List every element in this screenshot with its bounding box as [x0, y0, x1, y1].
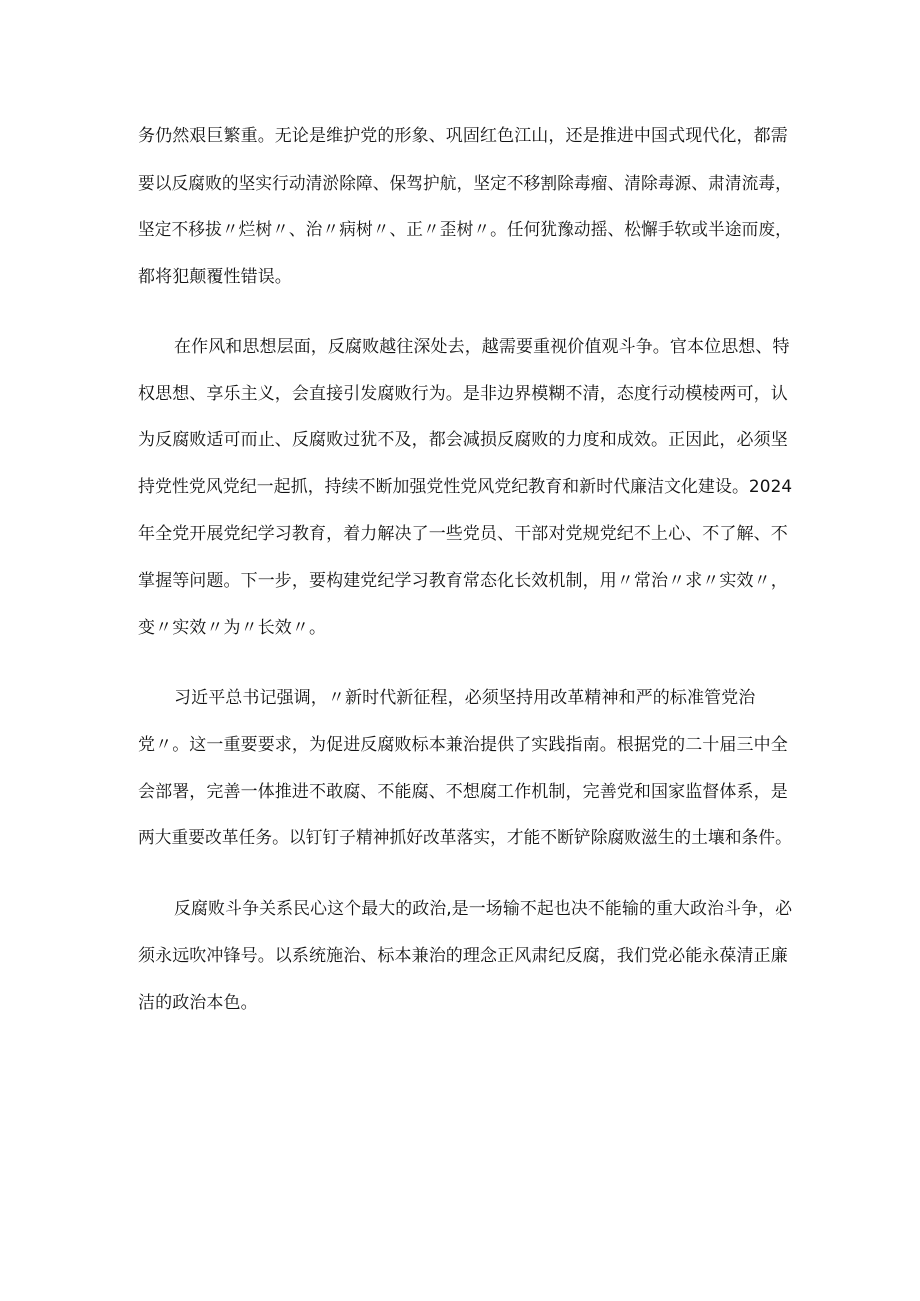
paragraph-line: 反腐败斗争关系民心这个最大的政治,是一场输不起也决不能输的重大政治斗争，必	[174, 899, 793, 919]
paragraph-line: 持党性党风党纪一起抓，持续不断加强党性党风党纪教育和新时代廉洁文化建设。2024	[138, 477, 793, 497]
paragraph-line: 坚定不移拔〃烂树〃、治〃病树〃、正〃歪树〃。任何犹豫动摇、松懈手软或半途而废，	[138, 220, 792, 240]
paragraph-line: 都将犯颠覆性错误。	[138, 267, 292, 287]
paragraph-line: 会部署，完善一体推进不敢腐、不能腐、不想腐工作机制，完善党和国家监督体系，是	[138, 782, 788, 802]
paragraph-line: 变〃实效〃为〃长效〃。	[138, 618, 327, 638]
paragraph-line: 两大重要改革任务。以钉钉子精神抓好改革落实，才能不断铲除腐败滋生的土壤和条件。	[138, 828, 792, 848]
paragraph-line: 务仍然艰巨繁重。无论是维护党的形象、巩固红色江山，还是推进中国式现代化，都需	[138, 126, 788, 146]
paragraph-line: 为反腐败适可而止、反腐败过犹不及，都会减损反腐败的力度和成效。正因此，必须坚	[138, 430, 788, 450]
paragraph-line: 党〃。这一重要要求，为促进反腐败标本兼治提供了实践指南。根据党的二十届三中全	[138, 735, 788, 755]
paragraph-line: 年全党开展党纪学习教育，着力解决了一些党员、干部对党规党纪不上心、不了解、不	[138, 524, 788, 544]
paragraph-line: 习近平总书记强调，〃新时代新征程，必须坚持用改革精神和严的标准管党治	[174, 688, 756, 708]
paragraph-line: 要以反腐败的坚实行动清淤除障、保驾护航，坚定不移割除毒瘤、清除毒源、肃清流毒，	[138, 174, 792, 194]
paragraph-line: 须永远吹冲锋号。以系统施治、标本兼治的理念正风肃纪反腐，我们党必能永葆清正廉	[138, 946, 788, 966]
paragraph-line: 权思想、享乐主义，会直接引发腐败行为。是非边界模糊不清，态度行动模棱两可，认	[138, 384, 788, 404]
paragraph-line: 在作风和思想层面，反腐败越往深处去，越需要重视价值观斗争。官本位思想、特	[174, 337, 790, 357]
paragraph-line: 掌握等问题。下一步，要构建党纪学习教育常态化长效机制，用〃常治〃求〃实效〃，	[138, 571, 788, 591]
paragraph-line: 洁的政治本色。	[138, 993, 258, 1013]
